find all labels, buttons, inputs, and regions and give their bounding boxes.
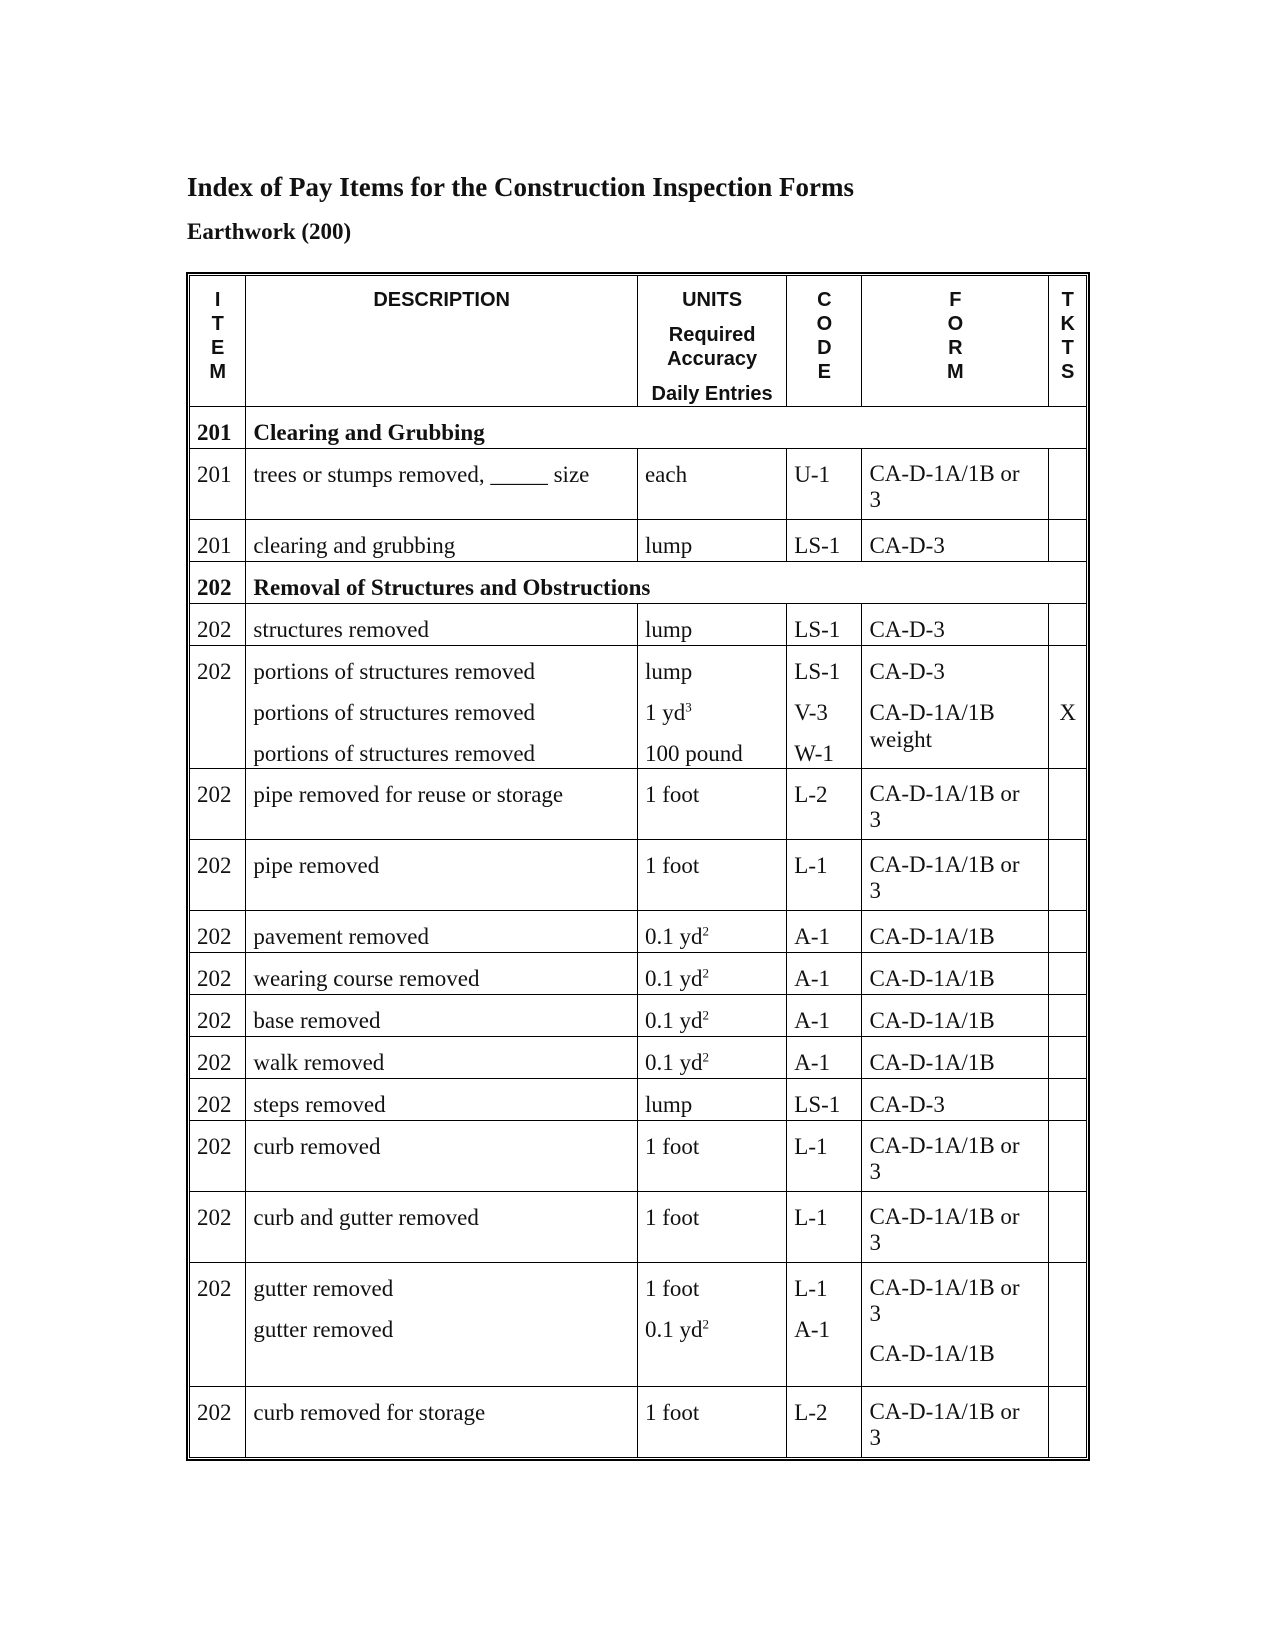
description-line: portions of structures removed <box>253 659 536 684</box>
header-form-letter: O <box>947 313 964 335</box>
cell-tkts <box>1049 995 1087 1037</box>
section-row-202 <box>190 562 1087 604</box>
header-tkts-letter: S <box>1061 361 1075 383</box>
cell-code: LS-1 <box>787 604 862 646</box>
table-row <box>190 911 1087 953</box>
cell-form: CA-D-1A/1B <box>862 953 1049 995</box>
cell-units <box>637 1037 786 1079</box>
header-tkts-letter: T <box>1061 289 1074 311</box>
code-line: A-1 <box>794 1317 831 1342</box>
units-line <box>645 1316 779 1344</box>
cell-units: lump <box>637 604 786 646</box>
code-line: V-3 <box>794 700 828 725</box>
header-required-accuracy: Required Accuracy <box>667 324 758 370</box>
cell-code <box>787 1263 862 1387</box>
cell-code: L-1 <box>787 1192 862 1263</box>
cell-units: 1 foot <box>637 840 786 911</box>
form-line: CA-D-1A/1B <box>869 700 995 725</box>
table-row <box>190 1263 1087 1387</box>
cell-units: 1 foot <box>637 769 786 840</box>
header-code-letter: D <box>817 337 832 359</box>
page-title: Index of Pay Items for the Construction Inspection Forms <box>187 172 854 202</box>
units-exponent: 2 <box>702 1007 709 1023</box>
section-title: Clearing and Grubbing <box>246 407 1087 449</box>
cell-item: 202 <box>190 604 246 646</box>
units-line: 1 foot <box>644 1276 700 1301</box>
cell-form <box>862 769 1049 840</box>
cell-tkts <box>1049 1192 1087 1263</box>
cell-item: 201 <box>190 449 246 520</box>
header-daily-entries: Daily Entries <box>651 383 773 405</box>
cell-tkts <box>1049 604 1087 646</box>
cell-form: CA-D-3 <box>862 1079 1049 1121</box>
cell-units: 1 foot <box>637 1121 786 1192</box>
header-item-letter: E <box>211 337 225 359</box>
cell-units: lump <box>637 520 786 562</box>
cell-units: 1 foot <box>637 1387 786 1458</box>
form-line: 3 <box>869 1159 881 1184</box>
cell-code: A-1 <box>787 1037 862 1079</box>
cell-item: 202 <box>190 1037 246 1079</box>
units-exponent: 3 <box>685 699 692 715</box>
units-exponent: 2 <box>702 1049 709 1065</box>
description-line: gutter removed <box>253 1317 394 1342</box>
description-line: portions of structures removed <box>253 741 536 766</box>
units-value: 1 yd <box>644 700 686 725</box>
table-row <box>190 769 1087 840</box>
cell-description: steps removed <box>246 1079 638 1121</box>
header-units-label: UNITS <box>682 289 743 311</box>
units-exponent: 2 <box>702 1316 709 1332</box>
form-line: 3 <box>869 807 881 832</box>
table-row <box>190 1037 1087 1079</box>
cell-item: 202 <box>190 1192 246 1263</box>
cell-code: L-1 <box>787 840 862 911</box>
table-row <box>190 1192 1087 1263</box>
cell-item: 202 <box>190 840 246 911</box>
cell-tkts <box>1049 953 1087 995</box>
form-line: CA-D-1A/1B or <box>869 1133 1020 1158</box>
cell-item: 202 <box>190 953 246 995</box>
units-value: 0.1 yd <box>644 924 703 949</box>
form-line: CA-D-1A/1B or <box>869 1275 1020 1300</box>
table-row <box>190 840 1087 911</box>
units-exponent: 2 <box>702 965 709 981</box>
cell-description: walk removed <box>246 1037 638 1079</box>
header-item-letter: I <box>214 289 221 311</box>
cell-units <box>637 646 786 769</box>
table-row <box>190 1387 1087 1458</box>
cell-item: 202 <box>190 1079 246 1121</box>
cell-form <box>862 1192 1049 1263</box>
form-line: 3 <box>869 1230 881 1255</box>
header-code-letter: C <box>817 289 832 311</box>
cell-units <box>637 1263 786 1387</box>
cell-code: LS-1 <box>787 520 862 562</box>
cell-units: 1 foot <box>637 1192 786 1263</box>
cell-units: each <box>637 449 786 520</box>
cell-tkts <box>1049 1037 1087 1079</box>
header-tkts-letter: T <box>1061 337 1074 359</box>
units-exponent: 2 <box>702 923 709 939</box>
header-description: DESCRIPTION <box>246 276 638 407</box>
cell-form <box>862 840 1049 911</box>
cell-tkts <box>1049 1079 1087 1121</box>
table-row <box>190 449 1087 520</box>
cell-item: 202 <box>190 1121 246 1192</box>
cell-form: CA-D-1A/1B <box>862 911 1049 953</box>
header-units <box>637 276 786 407</box>
section-item: 201 <box>190 407 246 449</box>
table-row <box>190 646 1087 769</box>
cell-code: A-1 <box>787 911 862 953</box>
cell-description: curb removed <box>246 1121 638 1192</box>
code-line: L-1 <box>794 1276 828 1301</box>
cell-code: L-2 <box>787 1387 862 1458</box>
cell-description: curb removed for storage <box>246 1387 638 1458</box>
table-row <box>190 604 1087 646</box>
cell-description <box>246 1263 638 1387</box>
units-line: lump <box>644 659 693 684</box>
cell-form <box>862 1121 1049 1192</box>
pay-items-table <box>189 275 1087 1458</box>
cell-form <box>862 1387 1049 1458</box>
cell-units: lump <box>637 1079 786 1121</box>
cell-form <box>862 1263 1049 1387</box>
cell-form: CA-D-3 <box>862 520 1049 562</box>
cell-description: base removed <box>246 995 638 1037</box>
cell-item: 202 <box>190 646 246 769</box>
form-line: CA-D-1A/1B or <box>869 781 1020 806</box>
cell-tkts <box>1049 769 1087 840</box>
cell-item: 201 <box>190 520 246 562</box>
header-item <box>190 276 246 407</box>
form-line: CA-D-1A/1B or <box>869 1204 1020 1229</box>
cell-item: 202 <box>190 1263 246 1387</box>
cell-description: clearing and grubbing <box>246 520 638 562</box>
form-line: CA-D-1A/1B or <box>869 852 1020 877</box>
cell-tkts <box>1049 911 1087 953</box>
section-row-201 <box>190 407 1087 449</box>
cell-description <box>246 646 638 769</box>
header-code <box>787 276 862 407</box>
cell-description: wearing course removed <box>246 953 638 995</box>
header-row <box>190 276 1087 407</box>
code-line: W-1 <box>794 741 834 766</box>
cell-code: A-1 <box>787 995 862 1037</box>
cell-description: pipe removed for reuse or storage <box>246 769 638 840</box>
header-tkts-letter: K <box>1060 313 1075 335</box>
cell-code: U-1 <box>787 449 862 520</box>
cell-tkts <box>1049 840 1087 911</box>
cell-tkts: X <box>1049 646 1087 769</box>
header-tkts <box>1049 276 1087 407</box>
units-line: 100 pound <box>644 741 743 766</box>
cell-tkts <box>1049 1263 1087 1387</box>
header-item-letter: M <box>209 361 227 383</box>
cell-description: trees or stumps removed, _____ size <box>246 449 638 520</box>
cell-item: 202 <box>190 1387 246 1458</box>
page-subtitle: Earthwork (200) <box>187 219 352 244</box>
cell-code: L-2 <box>787 769 862 840</box>
cell-form: CA-D-3 <box>862 604 1049 646</box>
form-line: CA-D-1A/1B <box>869 1341 995 1366</box>
cell-tkts <box>1049 1387 1087 1458</box>
cell-units <box>637 995 786 1037</box>
table-row <box>190 1079 1087 1121</box>
cell-item: 202 <box>190 769 246 840</box>
form-line: CA-D-3 <box>869 659 945 684</box>
header-code-letter: O <box>816 313 833 335</box>
header-form <box>862 276 1049 407</box>
form-line: 3 <box>869 878 881 903</box>
pay-items-table-frame <box>186 272 1090 1461</box>
section-item: 202 <box>190 562 246 604</box>
table-row <box>190 995 1087 1037</box>
cell-units <box>637 911 786 953</box>
cell-code <box>787 646 862 769</box>
table-row <box>190 1121 1087 1192</box>
form-line: CA-D-1A/1B or <box>869 1399 1020 1424</box>
cell-description: curb and gutter removed <box>246 1192 638 1263</box>
cell-units <box>637 953 786 995</box>
header-form-letter: F <box>949 289 962 311</box>
description-line: portions of structures removed <box>253 700 536 725</box>
header-item-letter: T <box>211 313 224 335</box>
cell-form: CA-D-1A/1B <box>862 995 1049 1037</box>
cell-form: CA-D-1A/1B <box>862 1037 1049 1079</box>
units-value: 0.1 yd <box>644 1008 703 1033</box>
form-line: 3 <box>869 1301 881 1326</box>
cell-tkts <box>1049 1121 1087 1192</box>
cell-description: pipe removed <box>246 840 638 911</box>
code-line: LS-1 <box>794 659 841 684</box>
units-value: 0.1 yd <box>644 1050 703 1075</box>
cell-item: 202 <box>190 911 246 953</box>
units-value: 0.1 yd <box>644 1317 703 1342</box>
header-form-letter: R <box>948 337 963 359</box>
cell-description: pavement removed <box>246 911 638 953</box>
form-line: CA-D-1A/1B or <box>869 461 1020 486</box>
table-row <box>190 520 1087 562</box>
cell-item: 202 <box>190 995 246 1037</box>
cell-description: structures removed <box>246 604 638 646</box>
cell-form <box>862 646 1049 769</box>
units-line <box>645 699 779 727</box>
cell-tkts <box>1049 520 1087 562</box>
form-line: 3 <box>869 1425 881 1450</box>
table-row <box>190 953 1087 995</box>
description-line: gutter removed <box>253 1276 394 1301</box>
cell-code: L-1 <box>787 1121 862 1192</box>
cell-code: A-1 <box>787 953 862 995</box>
section-title: Removal of Structures and Obstructions <box>246 562 1087 604</box>
form-line: 3 <box>869 487 881 512</box>
units-value: 0.1 yd <box>644 966 703 991</box>
form-line: weight <box>869 727 933 752</box>
cell-form <box>862 449 1049 520</box>
header-code-letter: E <box>817 361 832 383</box>
header-form-letter: M <box>947 361 964 383</box>
cell-tkts <box>1049 449 1087 520</box>
cell-code: LS-1 <box>787 1079 862 1121</box>
